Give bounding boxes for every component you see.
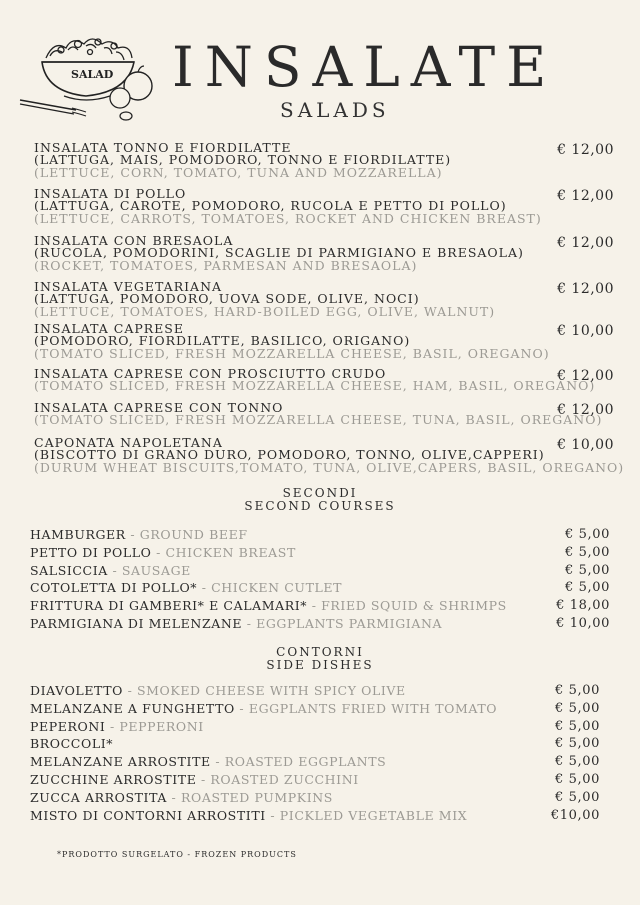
item-price: € 5,00 — [565, 562, 610, 578]
salad-name: INSALATA DI POLLO — [34, 186, 187, 201]
salad-ingredients-it: (LATTUGA, CAROTE, POMODORO, RUCOLA E PETTO DI POLLO) — [34, 198, 507, 214]
item-name-it: PEPERONI — [30, 718, 106, 734]
menu-item — [30, 701, 600, 719]
item-price: € 5,00 — [555, 718, 600, 734]
menu-item — [30, 736, 600, 754]
item-name-it: MELANZANE A FUNGHETTO — [30, 700, 235, 716]
item-name-it: ZUCCHINE ARROSTITE — [30, 771, 197, 787]
item-name-it: MISTO DI CONTORNI ARROSTITI — [30, 807, 266, 823]
salad-ingredients-it: (POMODORO, FIORDILATTE, BASILICO, ORIGANO) — [34, 333, 411, 349]
item-name-it: PETTO DI POLLO — [30, 544, 152, 560]
item-price: € 5,00 — [555, 771, 600, 787]
item-name-en: PICKLED VEGETABLE MIX — [279, 807, 468, 823]
item-separator: - — [166, 789, 181, 805]
salad-item — [34, 402, 624, 427]
menu-item — [30, 754, 600, 772]
menu-item — [30, 683, 600, 701]
item-name-en: PEPPERONI — [119, 718, 204, 734]
item-separator: - — [151, 544, 166, 560]
salad-ingredients-it: (LATTUGA, POMODORO, UOVA SODE, OLIVE, NOCI) — [34, 291, 420, 307]
salad-ingredients-it: (BISCOTTO DI GRANO DURO, POMODORO, TONNO, OLIVE,CAPPERI) — [34, 447, 545, 463]
item-name-en: ROASTED EGGPLANTS — [224, 754, 387, 770]
salad-name: INSALATA CAPRESE CON PROSCIUTTO CRUDO — [34, 366, 387, 381]
logo-text: SALAD — [71, 68, 114, 81]
salad-price: € 12,00 — [557, 188, 614, 204]
salad-bowl-icon — [16, 30, 161, 125]
salad-name: INSALATA CAPRESE CON TONNO — [34, 400, 284, 415]
salad-name: INSALATA CAPRESE — [34, 321, 184, 336]
salad-item — [34, 281, 624, 318]
contorni-list — [30, 683, 600, 825]
salad-ingredients-en: (TOMATO SLICED, FRESH MOZZARELLA CHEESE, TUNA, BASIL, OREGANO) — [34, 412, 603, 428]
salad-name: CAPONATA NAPOLETANA — [34, 435, 223, 450]
item-name-en: SMOKED CHEESE WITH SPICY OLIVE — [136, 683, 406, 698]
salad-ingredients-en: (DURUM WHEAT BISCUITS,TOMATO, TUNA, OLIVE,CAPERS, BASIL, OREGANO) — [34, 459, 625, 475]
item-name-it: MELANZANE ARROSTITE — [30, 754, 211, 770]
secondi-title-en: SECOND COURSES — [244, 499, 396, 513]
menu-item — [30, 545, 610, 563]
salad-price: € 10,00 — [557, 323, 614, 339]
item-price: € 5,00 — [565, 580, 610, 596]
salad-ingredients-en: (TOMATO SLICED, FRESH MOZZARELLA CHEESE, BASIL, OREGANO) — [34, 345, 550, 361]
item-price: € 5,00 — [565, 527, 610, 542]
item-name-it: BROCCOLI* — [30, 736, 114, 752]
salad-item — [34, 235, 624, 272]
salad-ingredients-it: (RUCOLA, POMODORINI, SCAGLIE DI PARMIGIANO E BRESAOLA) — [34, 245, 524, 261]
item-separator: - — [265, 807, 280, 823]
item-name-en: EGGPLANTS PARMIGIANA — [256, 615, 443, 631]
item-separator: - — [210, 754, 225, 770]
item-price: € 5,00 — [565, 544, 610, 560]
item-separator: - — [105, 718, 120, 734]
salad-price: € 10,00 — [557, 437, 614, 453]
menu-item — [30, 772, 600, 790]
menu-item — [30, 719, 600, 737]
item-price: € 5,00 — [555, 683, 600, 698]
item-name-en: ROASTED ZUCCHINI — [210, 771, 359, 787]
salad-ingredients-en: (TOMATO SLICED, FRESH MOZZARELLA CHEESE, HAM, BASIL, OREGANO) — [34, 378, 596, 394]
item-price: € 10,00 — [556, 615, 610, 631]
salad-item — [34, 188, 624, 225]
salad-item — [34, 142, 624, 179]
item-name-it: DIAVOLETTO — [30, 683, 123, 698]
item-separator: - — [234, 700, 249, 716]
salad-ingredients-en: (ROCKET, TOMATOES, PARMESAN AND BRESAOLA) — [34, 257, 418, 273]
page-subtitle: SALADS — [280, 98, 390, 122]
contorni-title — [0, 646, 640, 672]
contorni-title-en: SIDE DISHES — [266, 658, 374, 672]
salad-item — [34, 368, 624, 393]
item-separator: - — [196, 771, 211, 787]
item-separator: - — [307, 598, 322, 614]
item-price: € 5,00 — [555, 754, 600, 770]
menu-item — [30, 580, 610, 598]
secondi-list — [30, 527, 610, 634]
item-separator: - — [242, 615, 257, 631]
salad-ingredients-it: (LATTUGA, MAIS, POMODORO, TONNO E FIORDILATTE) — [34, 152, 452, 168]
menu-item — [30, 790, 600, 808]
item-name-it: PARMIGIANA DI MELENZANE — [30, 615, 243, 631]
salad-price: € 12,00 — [557, 235, 614, 251]
item-name-en: SAUSAGE — [121, 562, 191, 578]
salad-price: € 12,00 — [557, 281, 614, 297]
footnote: *PRODOTTO SURGELATO - FROZEN PRODUCTS — [57, 850, 297, 859]
item-name-it: HAMBURGER — [30, 527, 126, 542]
salad-item — [34, 437, 624, 474]
item-separator: - — [107, 562, 122, 578]
salad-item — [34, 323, 624, 360]
salad-name: INSALATA TONNO E FIORDILATTE — [34, 140, 292, 155]
item-price: € 18,00 — [556, 598, 610, 614]
salad-name: INSALATA VEGETARIANA — [34, 279, 223, 294]
item-name-it: ZUCCA ARROSTITA — [30, 789, 167, 805]
page-title: INSALATE — [172, 35, 558, 99]
item-name-en: FRIED SQUID & SHRIMPS — [321, 598, 507, 614]
item-name-en: GROUND BEEF — [139, 527, 248, 542]
salad-ingredients-en: (LETTUCE, CARROTS, TOMATOES, ROCKET AND CHICKEN BREAST) — [34, 210, 542, 226]
menu-item — [30, 616, 610, 634]
menu-item — [30, 598, 610, 616]
item-separator: - — [123, 683, 137, 698]
salad-price: € 12,00 — [557, 368, 614, 384]
secondi-title — [0, 487, 640, 513]
secondi-title-it: SECONDI — [282, 486, 358, 500]
item-name-it: FRITTURA DI GAMBERI* E CALAMARI* — [30, 598, 308, 614]
item-name-en: CHICKEN CUTLET — [211, 580, 343, 596]
item-price: € 5,00 — [555, 736, 600, 752]
menu-item — [30, 808, 600, 826]
item-name-en: ROASTED PUMPKINS — [180, 789, 333, 805]
contorni-title-it: CONTORNI — [276, 645, 364, 659]
item-price: € 5,00 — [555, 789, 600, 805]
salad-price: € 12,00 — [557, 402, 614, 418]
salad-name: INSALATA CON BRESAOLA — [34, 233, 234, 248]
item-separator: - — [125, 527, 140, 542]
menu-item — [30, 527, 610, 545]
item-name-it: SALSICCIA — [30, 562, 108, 578]
menu-item — [30, 563, 610, 581]
salad-ingredients-en: (LETTUCE, TOMATOES, HARD-BOILED EGG, OLIVE, WALNUT) — [34, 303, 496, 319]
salad-ingredients-en: (LETTUCE, CORN, TOMATO, TUNA AND MOZZARELLA) — [34, 164, 443, 180]
item-name-it: COTOLETTA DI POLLO* — [30, 580, 198, 596]
item-separator: - — [197, 580, 212, 596]
item-price: € 5,00 — [555, 700, 600, 716]
item-name-en: CHICKEN BREAST — [165, 544, 296, 560]
item-price: €10,00 — [550, 807, 600, 823]
salad-price: € 12,00 — [557, 142, 614, 158]
item-name-en: EGGPLANTS FRIED WITH TOMATO — [248, 700, 498, 716]
